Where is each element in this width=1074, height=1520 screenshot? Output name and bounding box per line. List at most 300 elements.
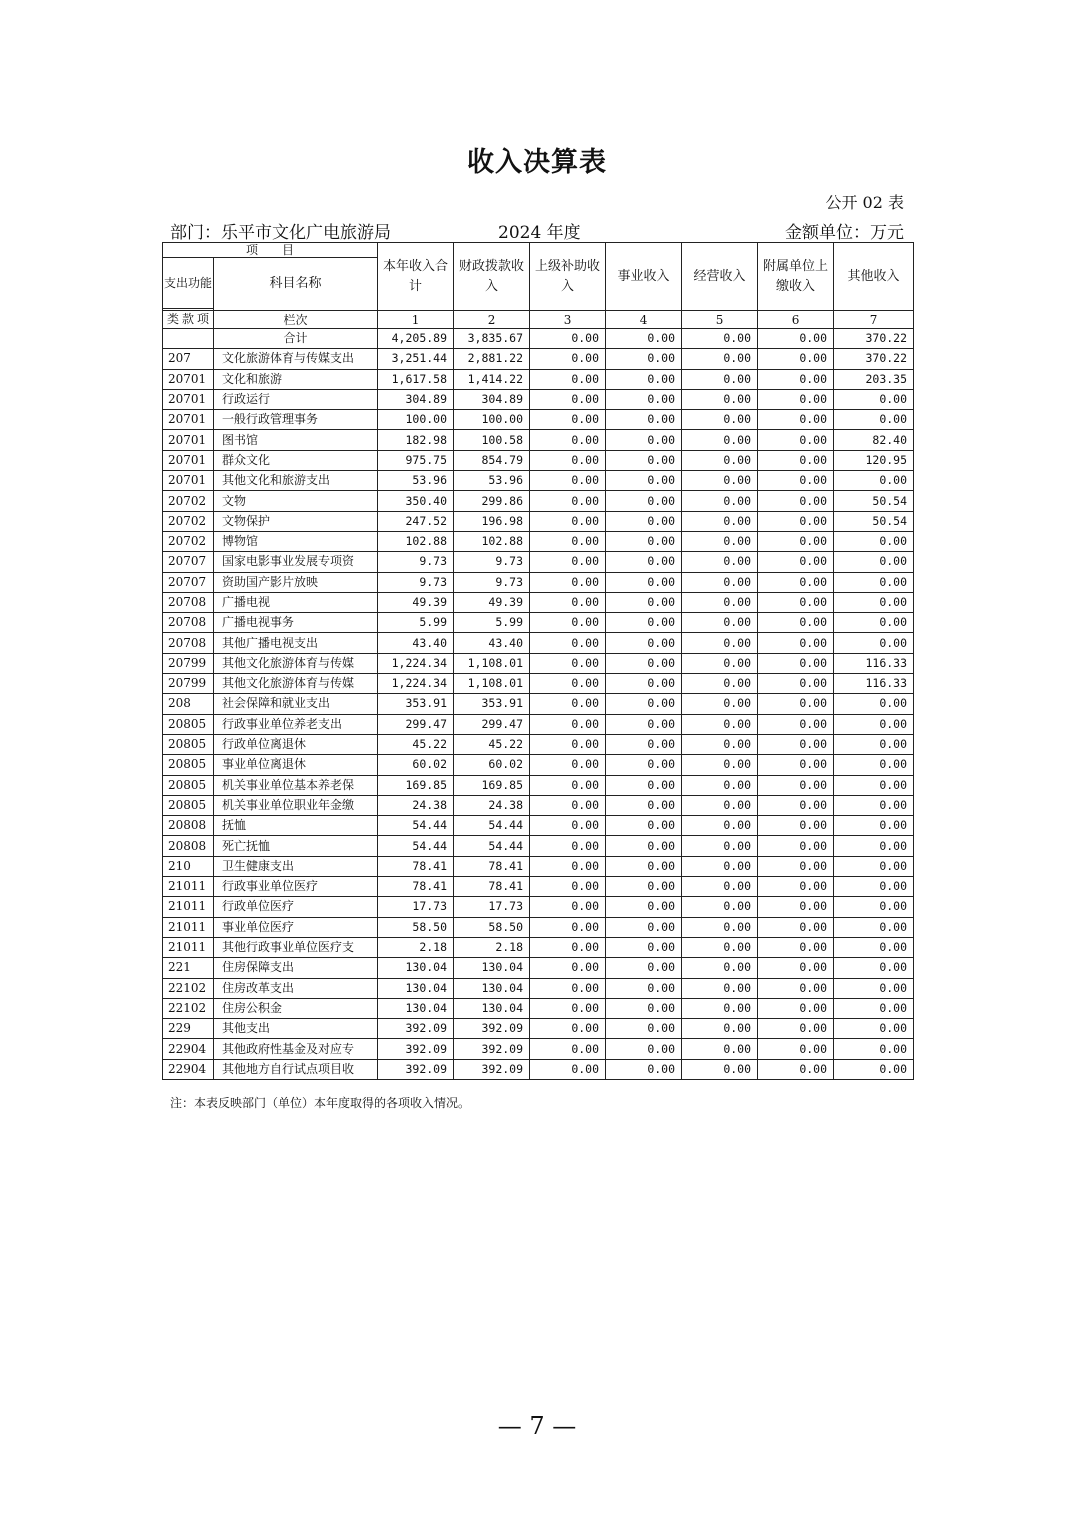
amount-cell: 0.00 [682,816,758,836]
amount-cell: 43.40 [454,633,530,653]
project-header: 项 目 [163,243,378,258]
amount-cell: 0.00 [606,674,682,694]
col-header-fiscal: 财政拨款收入 [454,243,530,311]
subject-code: 20808 [163,816,214,836]
amount-cell: 0.00 [530,450,606,470]
amount-cell: 130.04 [378,958,454,978]
subject-code: 221 [163,958,214,978]
amount-cell: 5.99 [454,613,530,633]
amount-cell: 1,108.01 [454,674,530,694]
amount-cell: 392.09 [454,1019,530,1039]
amount-cell: 0.00 [758,1019,834,1039]
amount-cell: 0.00 [530,633,606,653]
amount-cell: 0.00 [682,714,758,734]
subject-code: 22102 [163,998,214,1018]
amount-cell: 0.00 [682,836,758,856]
amount-cell: 0.00 [834,978,914,998]
amount-cell: 0.00 [606,714,682,734]
amount-cell: 0.00 [758,816,834,836]
subject-name: 抚恤 [214,816,378,836]
amount-cell: 0.00 [834,592,914,612]
table-row [163,694,914,714]
table-row [163,816,914,836]
amount-cell: 0.00 [834,714,914,734]
subject-name: 文化旅游体育与传媒支出 [214,349,378,369]
amount-cell: 0.00 [682,450,758,470]
amount-cell: 0.00 [834,897,914,917]
col-header-business: 事业收入 [606,243,682,311]
subject-code: 21011 [163,917,214,937]
amount-cell: 0.00 [606,450,682,470]
amount-cell: 0.00 [606,694,682,714]
subject-name: 资助国产影片放映 [214,572,378,592]
amount-cell: 0.00 [530,816,606,836]
total-value: 4,205.89 [378,329,454,349]
table-row [163,877,914,897]
total-code-cell [163,329,214,349]
amount-cell: 0.00 [606,613,682,633]
amount-cell: 0.00 [606,349,682,369]
subject-code: 20708 [163,613,214,633]
amount-cell: 0.00 [682,674,758,694]
table-row [163,572,914,592]
amount-cell: 0.00 [530,856,606,876]
amount-cell: 0.00 [682,795,758,815]
amount-cell: 0.00 [834,917,914,937]
amount-cell: 78.41 [378,856,454,876]
amount-cell: 0.00 [834,836,914,856]
subject-code: 21011 [163,877,214,897]
amount-cell: 0.00 [530,531,606,551]
subject-name: 行政事业单位医疗 [214,877,378,897]
amount-cell: 100.00 [378,410,454,430]
subject-name: 机关事业单位基本养老保 [214,775,378,795]
amount-cell: 45.22 [454,734,530,754]
amount-cell: 0.00 [834,937,914,957]
amount-cell: 17.73 [454,897,530,917]
subject-code: 22904 [163,1039,214,1059]
amount-cell: 0.00 [758,511,834,531]
subject-name: 住房改革支出 [214,978,378,998]
table-row [163,389,914,409]
amount-cell: 54.44 [454,836,530,856]
amount-cell: 58.50 [454,917,530,937]
table-row [163,998,914,1018]
amount-cell: 247.52 [378,511,454,531]
amount-cell: 353.91 [454,694,530,714]
class-label: 类 [166,312,179,326]
amount-cell: 0.00 [682,389,758,409]
amount-cell: 182.98 [378,430,454,450]
amount-cell: 0.00 [682,572,758,592]
amount-cell: 5.99 [378,613,454,633]
total-row [163,329,914,349]
amount-cell: 0.00 [606,897,682,917]
amount-cell: 304.89 [454,389,530,409]
amount-cell: 0.00 [758,653,834,673]
year-label: 2024 年度 [498,223,581,243]
amount-cell: 0.00 [606,491,682,511]
amount-cell: 0.00 [834,998,914,1018]
amount-cell: 0.00 [606,816,682,836]
subject-name: 其他文化旅游体育与传媒 [214,674,378,694]
subject-code: 20805 [163,755,214,775]
amount-cell: 0.00 [530,511,606,531]
amount-cell: 0.00 [682,531,758,551]
subject-code: 210 [163,856,214,876]
amount-cell: 0.00 [530,613,606,633]
amount-cell: 0.00 [606,531,682,551]
subject-name: 文物保护 [214,511,378,531]
table-note: 注：本表反映部门（单位）本年度取得的各项收入情况。 [170,1096,471,1110]
subject-name: 事业单位医疗 [214,917,378,937]
amount-cell: 854.79 [454,450,530,470]
amount-cell: 0.00 [682,958,758,978]
amount-cell: 0.00 [606,1019,682,1039]
table-row [163,430,914,450]
amount-cell: 60.02 [454,755,530,775]
amount-cell: 0.00 [606,511,682,531]
amount-cell: 0.00 [758,471,834,491]
amount-cell: 53.96 [454,471,530,491]
class-section-item-labels [163,311,214,329]
table-row [163,1019,914,1039]
amount-cell: 120.95 [834,450,914,470]
amount-cell: 0.00 [606,1059,682,1079]
amount-cell: 0.00 [758,430,834,450]
amount-cell: 196.98 [454,511,530,531]
subject-name: 死亡抚恤 [214,836,378,856]
amount-cell: 0.00 [530,674,606,694]
amount-cell: 0.00 [682,653,758,673]
amount-cell: 392.09 [378,1059,454,1079]
amount-cell: 0.00 [834,877,914,897]
amount-cell: 0.00 [834,795,914,815]
subject-name: 机关事业单位职业年金缴 [214,795,378,815]
col-header-operating: 经营收入 [682,243,758,311]
amount-cell: 130.04 [454,958,530,978]
subject-code: 20808 [163,836,214,856]
amount-cell: 0.00 [682,978,758,998]
total-value: 3,835.67 [454,329,530,349]
subject-code: 20805 [163,795,214,815]
subject-name: 事业单位离退休 [214,755,378,775]
amount-cell: 0.00 [606,471,682,491]
table-row [163,491,914,511]
amount-cell: 0.00 [834,816,914,836]
amount-cell: 0.00 [606,653,682,673]
amount-cell: 130.04 [454,998,530,1018]
amount-cell: 0.00 [530,755,606,775]
amount-cell: 0.00 [530,653,606,673]
amount-cell: 0.00 [530,389,606,409]
subject-code: 20701 [163,410,214,430]
amount-cell: 392.09 [378,1019,454,1039]
unit-label: 金额单位：万元 [785,223,904,243]
amount-cell: 0.00 [758,755,834,775]
amount-cell: 0.00 [530,897,606,917]
amount-cell: 0.00 [530,836,606,856]
function-class-header: 支出功能 [163,258,214,309]
col-header-affiliated: 附属单位上缴收入 [758,243,834,311]
amount-cell: 100.00 [454,410,530,430]
col-number: 7 [834,311,914,329]
amount-cell: 49.39 [378,592,454,612]
amount-cell: 392.09 [378,1039,454,1059]
table-row [163,674,914,694]
amount-cell: 0.00 [834,775,914,795]
amount-cell: 0.00 [834,389,914,409]
amount-cell: 0.00 [530,410,606,430]
income-table [162,242,914,1080]
table-body [163,349,914,1080]
amount-cell: 0.00 [682,937,758,957]
subject-name: 其他文化和旅游支出 [214,471,378,491]
subject-name: 行政单位医疗 [214,897,378,917]
col-header-superior: 上级补助收入 [530,243,606,311]
amount-cell: 0.00 [530,369,606,389]
amount-cell: 0.00 [834,410,914,430]
amount-cell: 0.00 [758,552,834,572]
amount-cell: 9.73 [454,552,530,572]
amount-cell: 0.00 [682,775,758,795]
amount-cell: 0.00 [758,978,834,998]
amount-cell: 0.00 [758,1059,834,1079]
amount-cell: 9.73 [378,572,454,592]
subject-name: 其他行政事业单位医疗支 [214,937,378,957]
table-row [163,917,914,937]
total-label: 合计 [214,329,378,349]
total-value: 0.00 [606,329,682,349]
amount-cell: 0.00 [682,1039,758,1059]
table-row [163,552,914,572]
amount-cell: 0.00 [758,877,834,897]
amount-cell: 116.33 [834,653,914,673]
col-number: 6 [758,311,834,329]
subject-code: 20799 [163,674,214,694]
amount-cell: 2.18 [454,937,530,957]
amount-cell: 0.00 [606,998,682,1018]
amount-cell: 203.35 [834,369,914,389]
amount-cell: 0.00 [834,694,914,714]
amount-cell: 0.00 [758,491,834,511]
amount-cell: 0.00 [530,1019,606,1039]
table-row [163,450,914,470]
table-row [163,511,914,531]
amount-cell: 0.00 [606,633,682,653]
amount-cell: 0.00 [758,592,834,612]
amount-cell: 392.09 [454,1059,530,1079]
table-row [163,633,914,653]
amount-cell: 0.00 [530,1059,606,1079]
item-label: 项 [196,312,209,326]
amount-cell: 0.00 [606,592,682,612]
amount-cell: 0.00 [530,795,606,815]
amount-cell: 0.00 [606,410,682,430]
amount-cell: 0.00 [682,349,758,369]
amount-cell: 0.00 [530,1039,606,1059]
amount-cell: 0.00 [758,856,834,876]
amount-cell: 0.00 [682,369,758,389]
subject-name: 其他广播电视支出 [214,633,378,653]
subject-code: 22102 [163,978,214,998]
table-row [163,937,914,957]
amount-cell: 1,224.34 [378,653,454,673]
amount-cell: 0.00 [530,491,606,511]
amount-cell: 370.22 [834,349,914,369]
amount-cell: 0.00 [606,734,682,754]
amount-cell: 0.00 [606,1039,682,1059]
amount-cell: 2.18 [378,937,454,957]
amount-cell: 78.41 [454,877,530,897]
subject-code: 207 [163,349,214,369]
amount-cell: 50.54 [834,491,914,511]
subject-code: 22904 [163,1059,214,1079]
amount-cell: 0.00 [530,734,606,754]
amount-cell: 102.88 [378,531,454,551]
amount-cell: 299.47 [454,714,530,734]
subject-name: 一般行政管理事务 [214,410,378,430]
amount-cell: 0.00 [682,856,758,876]
subject-code: 20805 [163,734,214,754]
amount-cell: 0.00 [758,734,834,754]
table-code: 公开 02 表 [825,193,904,212]
amount-cell: 58.50 [378,917,454,937]
amount-cell: 54.44 [378,816,454,836]
amount-cell: 392.09 [454,1039,530,1059]
amount-cell: 304.89 [378,389,454,409]
amount-cell: 0.00 [682,877,758,897]
amount-cell: 0.00 [834,1059,914,1079]
amount-cell: 0.00 [606,369,682,389]
amount-cell: 0.00 [682,1059,758,1079]
amount-cell: 0.00 [834,755,914,775]
row-no-label: 栏次 [214,311,378,329]
subject-code: 20701 [163,471,214,491]
subject-name: 广播电视事务 [214,613,378,633]
amount-cell: 0.00 [682,755,758,775]
amount-cell: 49.39 [454,592,530,612]
amount-cell: 54.44 [454,816,530,836]
amount-cell: 0.00 [606,775,682,795]
amount-cell: 0.00 [606,795,682,815]
amount-cell: 0.00 [606,430,682,450]
amount-cell: 0.00 [682,410,758,430]
amount-cell: 0.00 [606,389,682,409]
amount-cell: 0.00 [682,613,758,633]
amount-cell: 0.00 [758,572,834,592]
table-row [163,978,914,998]
amount-cell: 0.00 [530,998,606,1018]
amount-cell: 100.58 [454,430,530,450]
table-row [163,755,914,775]
amount-cell: 0.00 [682,430,758,450]
col-number: 2 [454,311,530,329]
amount-cell: 0.00 [834,572,914,592]
col-header-other: 其他收入 [834,243,914,311]
subject-code: 20702 [163,531,214,551]
table-row [163,958,914,978]
amount-cell: 0.00 [606,552,682,572]
table-row [163,531,914,551]
amount-cell: 0.00 [834,552,914,572]
amount-cell: 0.00 [682,592,758,612]
amount-cell: 0.00 [758,450,834,470]
amount-cell: 45.22 [378,734,454,754]
department-label: 部门：乐平市文化广电旅游局 [170,223,391,243]
subject-code: 20799 [163,653,214,673]
subject-code: 20708 [163,592,214,612]
subject-name: 行政运行 [214,389,378,409]
subject-code: 20702 [163,511,214,531]
subject-name: 其他支出 [214,1019,378,1039]
table-row [163,653,914,673]
amount-cell: 1,617.58 [378,369,454,389]
subject-name: 文化和旅游 [214,369,378,389]
col-number: 1 [378,311,454,329]
amount-cell: 0.00 [834,531,914,551]
amount-cell: 130.04 [454,978,530,998]
amount-cell: 0.00 [758,369,834,389]
amount-cell: 0.00 [758,897,834,917]
amount-cell: 1,108.01 [454,653,530,673]
amount-cell: 0.00 [530,552,606,572]
amount-cell: 975.75 [378,450,454,470]
amount-cell: 0.00 [758,958,834,978]
amount-cell: 9.73 [454,572,530,592]
amount-cell: 2,881.22 [454,349,530,369]
amount-cell: 54.44 [378,836,454,856]
subject-code: 21011 [163,937,214,957]
amount-cell: 0.00 [530,572,606,592]
amount-cell: 0.00 [834,856,914,876]
amount-cell: 0.00 [530,775,606,795]
page-number: — 7 — [497,1412,577,1440]
amount-cell: 0.00 [682,734,758,754]
amount-cell: 130.04 [378,998,454,1018]
amount-cell: 0.00 [606,755,682,775]
amount-cell: 0.00 [834,1039,914,1059]
amount-cell: 0.00 [834,958,914,978]
amount-cell: 0.00 [530,877,606,897]
amount-cell: 0.00 [682,552,758,572]
amount-cell: 0.00 [530,978,606,998]
amount-cell: 24.38 [454,795,530,815]
amount-cell: 0.00 [758,531,834,551]
amount-cell: 0.00 [682,694,758,714]
amount-cell: 116.33 [834,674,914,694]
subject-name: 博物馆 [214,531,378,551]
total-value: 0.00 [682,329,758,349]
amount-cell: 3,251.44 [378,349,454,369]
amount-cell: 0.00 [834,1019,914,1039]
amount-cell: 0.00 [530,958,606,978]
table-row [163,592,914,612]
amount-cell: 0.00 [606,978,682,998]
amount-cell: 0.00 [682,1019,758,1039]
subject-code: 20701 [163,369,214,389]
col-number: 3 [530,311,606,329]
amount-cell: 82.40 [834,430,914,450]
subject-name: 行政事业单位养老支出 [214,714,378,734]
amount-cell: 0.00 [758,775,834,795]
amount-cell: 0.00 [606,856,682,876]
col-number: 4 [606,311,682,329]
subject-name: 卫生健康支出 [214,856,378,876]
subject-code: 20805 [163,714,214,734]
amount-cell: 0.00 [530,592,606,612]
subject-code: 20701 [163,389,214,409]
